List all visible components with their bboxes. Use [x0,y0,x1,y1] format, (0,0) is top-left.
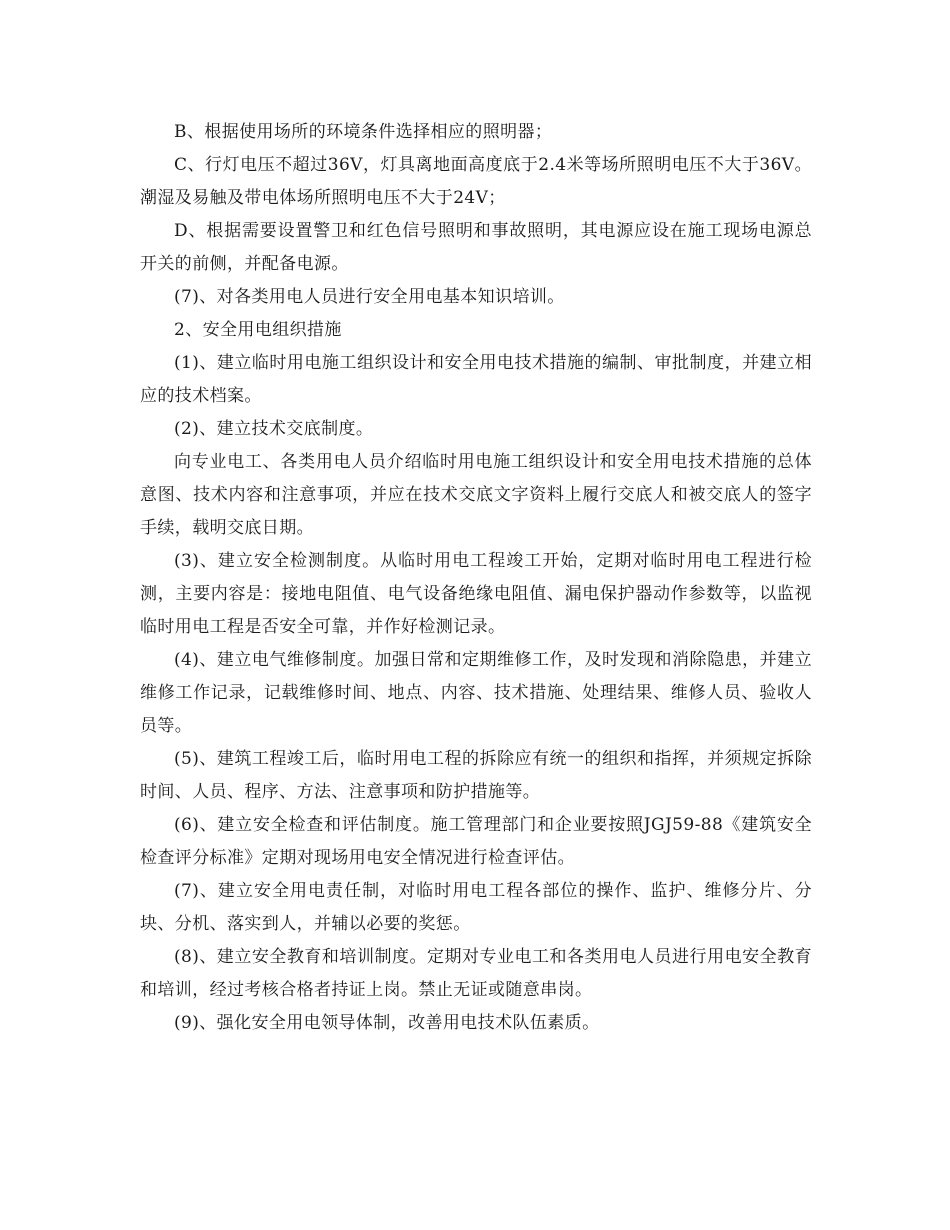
paragraph-item-2: (2)、建立技术交底制度。 [174,419,374,439]
document-body [140,116,812,1040]
section-heading-organization: 2、安全用电组织措施 [174,320,342,340]
paragraph-item-3: (3)、建立安全检测制度。从临时用电工程竣工开始，定期对临时用电工程进行检测，主要内容是：接地电阻值、电气设备绝缘电阻值、漏电保护器动作参数等，以监视临时用电工程是否安全可靠，并作好检测记录。 [140,551,812,637]
paragraph-lighting-b: B、根据使用场所的环境条件选择相应的照明器； [174,122,553,142]
paragraph-item-4: (4)、建立电气维修制度。加强日常和定期维修工作，及时发现和消除隐患，并建立维修工作记录，记载维修时间、地点、内容、技术措施、处理结果、维修人员、验收人员等。 [140,650,812,736]
paragraph-item-7-training: (7)、对各类用电人员进行安全用电基本知识培训。 [174,287,565,307]
paragraph-item-7: (7)、建立安全用电责任制，对临时用电工程各部位的操作、监护、维修分片、分块、分机、落实到人，并辅以必要的奖惩。 [140,881,812,934]
paragraph-item-6: (6)、建立安全检查和评估制度。施工管理部门和企业要按照JGJ59-88《建筑安全检查评分标准》定期对现场用电安全情况进行检查评估。 [140,815,812,868]
paragraph-lighting-c: C、行灯电压不超过36V，灯具离地面高度底于2.4米等场所照明电压不大于36V。潮湿及易触及带电体场所照明电压不大于24V； [140,155,812,208]
paragraph-item-2-detail: 向专业电工、各类用电人员介绍临时用电施工组织设计和安全用电技术措施的总体意图、技术内容和注意事项，并应在技术交底文字资料上履行交底人和被交底人的签字手续，载明交底日期。 [140,452,812,538]
paragraph-item-1: (1)、建立临时用电施工组织设计和安全用电技术措施的编制、审批制度，并建立相应的技术档案。 [140,353,812,406]
paragraph-item-9: (9)、强化安全用电领导体制，改善用电技术队伍素质。 [174,1013,600,1033]
paragraph-item-5: (5)、建筑工程竣工后，临时用电工程的拆除应有统一的组织和指挥，并须规定拆除时间、人员、程序、方法、注意事项和防护措施等。 [140,749,812,802]
paragraph-lighting-d: D、根据需要设置警卫和红色信号照明和事故照明，其电源应设在施工现场电源总开关的前侧，并配备电源。 [140,221,812,274]
paragraph-item-8: (8)、建立安全教育和培训制度。定期对专业电工和各类用电人员进行用电安全教育和培训，经过考核合格者持证上岗。禁止无证或随意串岗。 [140,947,812,1000]
